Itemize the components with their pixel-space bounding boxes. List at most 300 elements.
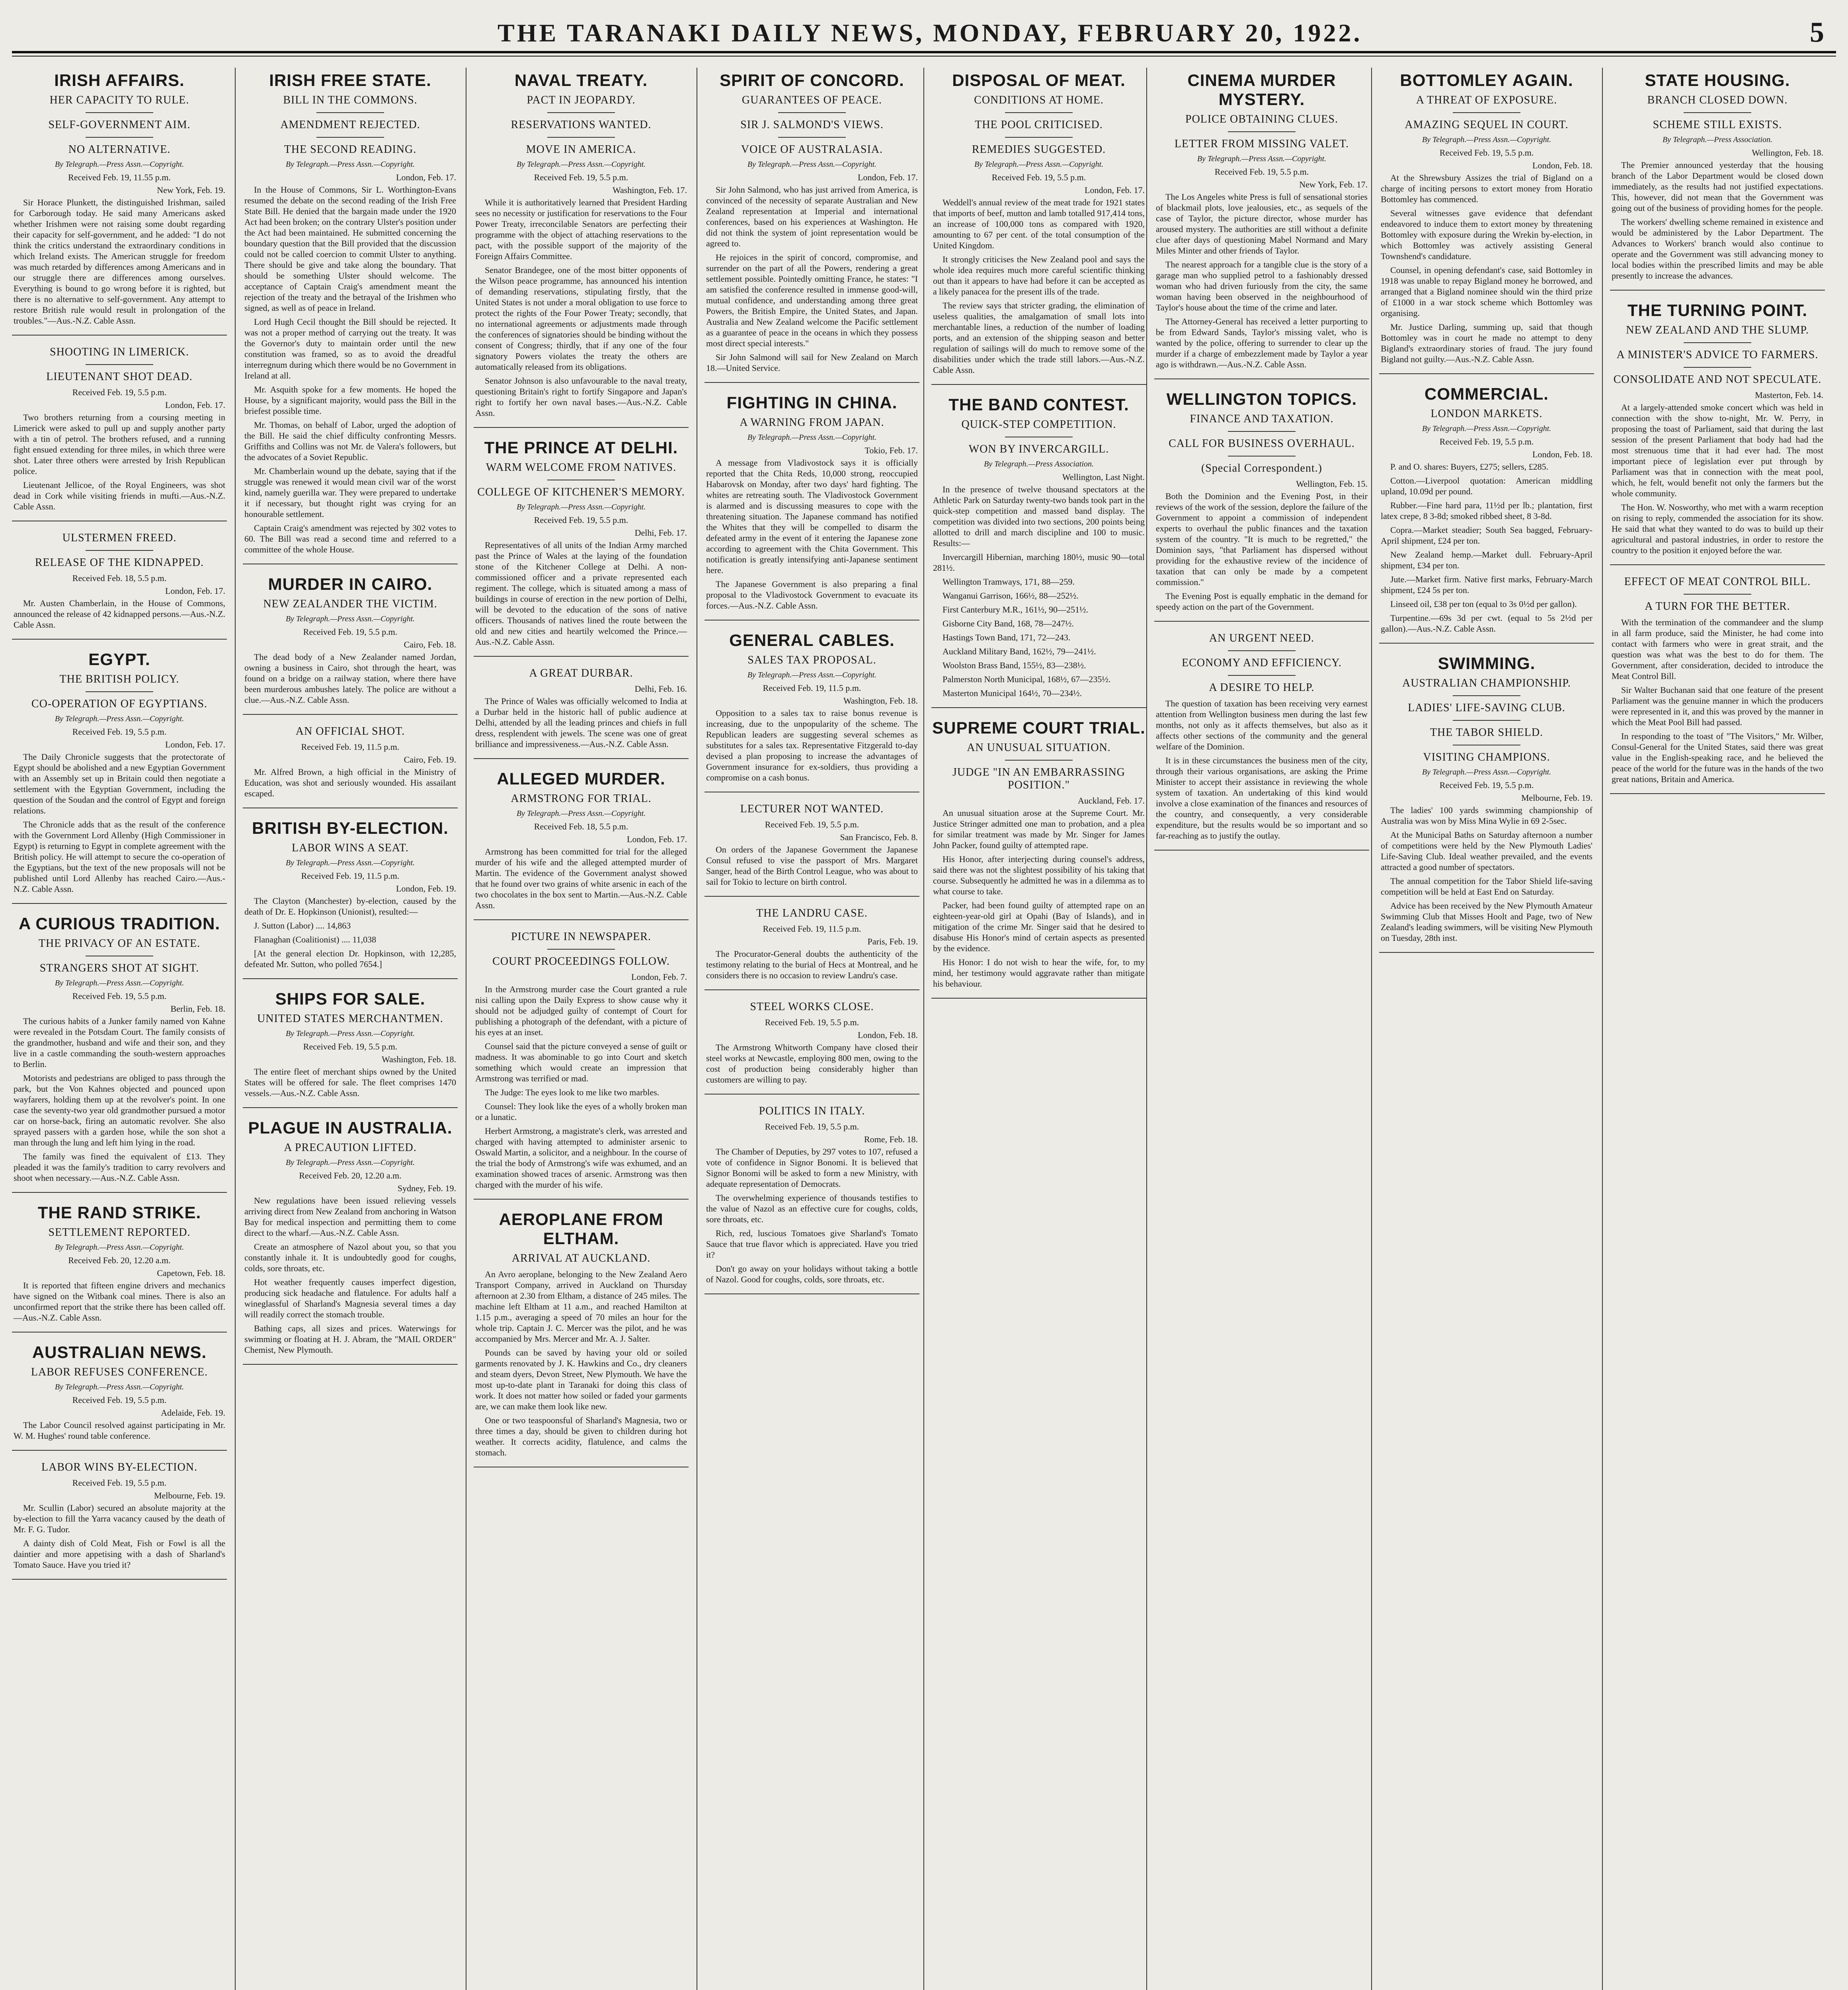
article-paragraph: At the Municipal Baths on Saturday afternoon a number of competitions were held by the New Plymouth Ladies' Life-Saving Club. Ideal weather prevailed, and the events attracted a good number of spectators. bbox=[1381, 830, 1592, 872]
article-paragraph: Counsel, in opening defendant's case, said Bottomley in 1918 was unable to repay Bigland money he borrowed, and arranged that a Bigland nominee should win the third prize of £1000 in a war stock scheme which Bottomley was organising. bbox=[1381, 265, 1592, 318]
article bbox=[1154, 632, 1369, 851]
dateline: Auckland, Feb. 17. bbox=[1077, 796, 1145, 806]
received-line: Received Feb. 20, 12.20 a.m. bbox=[68, 1255, 171, 1265]
subheading-divider bbox=[1453, 112, 1520, 113]
article bbox=[1610, 71, 1825, 291]
press-credit: By Telegraph.—Press Assn.—Copyright. bbox=[55, 979, 184, 987]
article-paragraph: At the Shrewsbury Assizes the trial of Bigland on a charge of inciting persons to extort money from Horatio Bottomley has commenced. bbox=[1381, 173, 1592, 204]
article-headline: THE TURNING POINT. bbox=[1627, 301, 1807, 320]
article-subheading: COLLEGE OF KITCHENER'S MEMORY. bbox=[477, 486, 685, 498]
article bbox=[243, 819, 458, 979]
article-subheading: A DESIRE TO HELP. bbox=[1209, 681, 1315, 694]
received-line: Received Feb. 19, 11.5 p.m. bbox=[301, 871, 400, 881]
article-subheading: MOVE IN AMERICA. bbox=[526, 143, 636, 156]
article-headline: IRISH FREE STATE. bbox=[269, 71, 431, 90]
subheading-divider bbox=[778, 112, 846, 113]
article-headline: COMMERCIAL. bbox=[1425, 384, 1549, 403]
article-paragraph: The Attorney-General has received a letter purporting to be from Edward Sands, Taylor's missing valet, who is wanted by the police, offering to surrender to clear up the murder if a charge of embezzlement made by Taylor a year ago is withdrawn.—Aus.-N.Z. Cable Assn. bbox=[1156, 316, 1368, 369]
article-subheading: LADIES' LIFE-SAVING CLUB. bbox=[1408, 702, 1565, 714]
masthead-rule-thin bbox=[12, 56, 1836, 57]
article bbox=[704, 1001, 919, 1094]
article-subheading: NEW ZEALAND AND THE SLUMP. bbox=[1626, 324, 1809, 336]
subheading-divider bbox=[778, 137, 846, 138]
article-paragraph: Hot weather frequently causes imperfect digestion, producing sick headache and flatulence. For adults half a wineglassful of Sharland's Magnesia several times a day will readily correct the stomach trouble. bbox=[244, 1277, 456, 1319]
article-paragraph: Armstrong has been committed for trial for the alleged murder of his wife and the alleged attempted murder of Martin. The evidence of the Government analyst showed that he found over two grains of white arsenic in each of the two chocolates in the box sent to Martin.—Aus.-N.Z. Cable Assn. bbox=[475, 847, 687, 910]
article-paragraph: Representatives of all units of the Indian Army marched past the Prince of Wales at the laying of the foundation stone of the Kitchener College at Delhi. A non-commissioned officer and a private represented each regiment. The college, which is situated among a mass of buildings in course of erection in the new portion of Delhi, will be devoted to the education of the sons of native officers. Thousands of natives lined the route between the old and new cities and heartily welcomed the Prince.—Aus.-N.Z. Cable Assn. bbox=[475, 540, 687, 647]
article bbox=[12, 346, 227, 521]
article-subheading: UNITED STATES MERCHANTMEN. bbox=[257, 1013, 443, 1025]
article-paragraph: Don't go away on your holidays without taking a bottle of Nazol. Good for coughs, colds, sore throats, etc. bbox=[706, 1264, 918, 1284]
article-paragraph: Mr. Asquith spoke for a few moments. He hoped the House, by a significant majority, would pass the Bill in the briefest possible time. bbox=[244, 384, 456, 416]
article-paragraph: The Premier announced yesterday that the housing branch of the Labor Department would be closed down immediately, as the results had not justified expectations. This, however, did not mean that the Government was going out of the business of providing homes for the people. bbox=[1612, 160, 1823, 213]
article-paragraph: The Labor Council resolved against participating in Mr. W. M. Hughes' round table conference. bbox=[14, 1420, 225, 1441]
article-paragraph: The family was fined the equivalent of £13. They pleaded it was the family's tradition to carry revolvers and shoot when necessary.—Aus.-N.Z. Cable Assn. bbox=[14, 1151, 225, 1183]
press-credit: By Telegraph.—Press Assn.—Copyright. bbox=[1422, 424, 1551, 433]
article-subheading: PICTURE IN NEWSPAPER. bbox=[511, 931, 652, 943]
article-subheading: BRANCH CLOSED DOWN. bbox=[1647, 94, 1788, 106]
received-line: Received Feb. 19, 5.5 p.m. bbox=[72, 727, 167, 737]
article-subheading: LONDON MARKETS. bbox=[1430, 408, 1543, 420]
column-rule bbox=[1146, 68, 1147, 1990]
press-credit: By Telegraph.—Press Assn.—Copyright. bbox=[55, 1243, 184, 1252]
article-paragraph: The overwhelming experience of thousands testifies to the value of Nazol as an effective cure for coughs, colds, sore throats, etc. bbox=[706, 1193, 918, 1224]
article-paragraph: In the presence of twelve thousand spectators at the Athletic Park on Saturday twenty-two bands took part in the quick-step competition and massed band display. The competition was divided into two sections, 200 points being allotted to drill and march discipline and 100 to music. Results:— bbox=[933, 484, 1145, 548]
masthead bbox=[0, 0, 1848, 60]
article-paragraph: New Zealand hemp.—Market dull. February-April shipment, £34 per ton. bbox=[1381, 550, 1592, 570]
article-end-rule bbox=[12, 1192, 227, 1193]
dateline: Adelaide, Feb. 19. bbox=[161, 1408, 225, 1418]
received-line: Received Feb. 19, 5.5 p.m. bbox=[534, 515, 628, 525]
article-paragraph: A dainty dish of Cold Meat, Fish or Fowl is all the daintier and more appetising with a dash of Sharland's Tomato Sauce. Have you tried it? bbox=[14, 1538, 225, 1570]
dateline: Washington, Feb. 17. bbox=[612, 185, 687, 195]
article-paragraph: Sir Horace Plunkett, the distinguished Irishman, sailed for Carborough today. He said many Americans asked whether Irishmen were not raising some doubt regarding their capacity for self-government, and he added: "I do not think the critics understand the extraordinary conditions in which Ireland exists. The American struggle for freedom was much retarded by differences among Americans and in our struggle there are differences among ourselves. Everything is bound to go wrong before it is righted, but there is no alternative to self-government. Any attempt to restore British rule would result in prolongation of the troubles."—Aus.-N.Z. Cable Assn. bbox=[14, 197, 225, 326]
subheading-divider bbox=[1453, 695, 1520, 696]
article-subheading: GUARANTEES OF PEACE. bbox=[742, 94, 882, 106]
article-paragraph: With the termination of the commandeer and the slump in all farm produce, said the Minister, he had come into contact with farmers who were in great strait, and the question was what was the best to do for them. The Government, after consideration, decided to introduce the Meat Control Bill. bbox=[1612, 617, 1823, 681]
article bbox=[12, 1343, 227, 1451]
article-paragraph: The workers' dwelling scheme remained in existence and would be administered by the Labor Department. The Advances to Workers' branch would also continue to operate and the Government was still advancing money to local bodies within the prescribed limits and may be able presently to increase the advances. bbox=[1612, 217, 1823, 281]
received-line: Received Feb. 19, 5.5 p.m. bbox=[72, 387, 167, 397]
column-rule bbox=[923, 68, 924, 1990]
article-end-rule bbox=[243, 1107, 458, 1108]
article bbox=[704, 393, 919, 620]
article-headline: CINEMA MURDER MYSTERY. bbox=[1187, 71, 1336, 109]
press-credit: By Telegraph.—Press Assn.—Copyright. bbox=[285, 615, 415, 623]
article-paragraph: While it is authoritatively learned that President Harding sees no necessity or justification for reservations to the Four Power Treaty, irreconcilable Senators are perfecting their programme with the object of attaching reservations to the pact, with the possible support of the majority of the Foreign Affairs Committee. bbox=[475, 197, 687, 261]
article-paragraph: Rubber.—Fine hard para, 11½d per lb.; plantation, first latex crepe, 8 3-8d; smoked ribbed sheet, 8 3-8d. bbox=[1381, 500, 1592, 521]
dateline: Capetown, Feb. 18. bbox=[157, 1268, 225, 1278]
article bbox=[1154, 390, 1369, 622]
article-paragraph: An Avro aeroplane, belonging to the New Zealand Aero Transport Company, arrived in Auckland on Thursday afternoon at 2.30 from Eltham, a distance of 245 miles. The machine left Eltham at 11 a.m., and reached Hamilton at 1.15 p.m., averaging a speed of 70 miles an hour for the whole trip. Captain J. C. Mercer was the pilot, and he was accompanied by Mrs. Mercer and Mr. A. J. Salter. bbox=[475, 1269, 687, 1344]
article-end-rule bbox=[12, 1332, 227, 1333]
article-subheading: CO-OPERATION OF EGYPTIANS. bbox=[31, 698, 208, 710]
article-headline: THE PRINCE AT DELHI. bbox=[484, 438, 678, 457]
press-credit: By Telegraph.—Press Assn.—Copyright. bbox=[55, 1383, 184, 1391]
press-credit: By Telegraph.—Press Assn.—Copyright. bbox=[747, 433, 877, 442]
dateline: Cairo, Feb. 18. bbox=[404, 640, 456, 650]
article-end-rule bbox=[1379, 373, 1594, 374]
article-subheading: LABOR WINS BY-ELECTION. bbox=[41, 1461, 197, 1473]
subheading-divider bbox=[1228, 456, 1296, 457]
article-paragraph: Invercargill Hibernian, marching 180½, music 90—total 281½. bbox=[933, 552, 1145, 573]
dateline: Delhi, Feb. 17. bbox=[634, 528, 687, 538]
article-paragraph: Mr. Justice Darling, summing up, said that though Bottomley was in court he made no attempt to deny Bigland's extraordinary stories of fraud. The jury found Bigland not guilty.—Aus.-N.Z. Cable Assn. bbox=[1381, 322, 1592, 364]
article-paragraph: Senator Brandegee, one of the most bitter opponents of the Wilson peace programme, has announced his intention of demanding reservations, stipulating firstly, that the United States is not under a moral obligation to use force to protect the rights of the Four Power Treaty; secondly, that no international agreements or adjustments made through the conferences of signatories should be binding without the consent of Congress; thirdly, that if any one of the four signatory Powers violates the treaty the others are automatically released from its obligations. bbox=[475, 265, 687, 372]
article bbox=[474, 769, 689, 920]
article-paragraph: Counsel: They look like the eyes of a wholly broken man or a lunatic. bbox=[475, 1101, 687, 1122]
article-headline: ALLEGED MURDER. bbox=[497, 769, 665, 788]
article-subheading: SIR J. SALMOND'S VIEWS. bbox=[740, 119, 884, 131]
press-credit: By Telegraph.—Press Association. bbox=[984, 460, 1094, 468]
article-paragraph: Pounds can be saved by having your old or soiled garments renovated by J. K. Hawkins and Co., dry cleaners and steam dyers, Devon Street, New Plymouth. We have the most up-to-date plant in Taranaki for doing this class of work. It does not matter how soiled or faded your garments are, we can make them look like new. bbox=[475, 1348, 687, 1411]
article bbox=[474, 438, 689, 657]
article-paragraph: The ladies' 100 yards swimming championship of Australia was won by Miss Mina Wylie in 69 2-5sec. bbox=[1381, 805, 1592, 826]
subheading-divider bbox=[1005, 760, 1073, 761]
article-end-rule bbox=[1610, 793, 1825, 794]
article-paragraph: Linseed oil, £38 per ton (equal to 3s 0½d per gallon). bbox=[1390, 599, 1577, 609]
received-line: Received Feb. 19, 11.5 p.m. bbox=[763, 924, 861, 934]
subheading-divider bbox=[86, 364, 153, 365]
subheading-divider bbox=[1684, 594, 1751, 595]
article-subheading: ARMSTRONG FOR TRIAL. bbox=[511, 792, 652, 805]
dateline: Rome, Feb. 18. bbox=[864, 1134, 918, 1144]
subheading-divider bbox=[1228, 431, 1296, 432]
article-paragraph: Mr. Austen Chamberlain, in the House of Commons, announced the release of 42 kidnapped persons.—Aus.-N.Z. Cable Assn. bbox=[14, 598, 225, 630]
article-headline: A CURIOUS TRADITION. bbox=[18, 914, 221, 933]
article-paragraph: Lord Hugh Cecil thought the Bill should be rejected. It was not a proper method of carrying out the treaty. It was the Governor's duty to maintain order until the new constitution was framed, so as to avoid the dreadful interregnum during which there would be no Government in Ireland at all. bbox=[244, 317, 456, 380]
subheading-divider bbox=[86, 137, 153, 138]
dateline: Masterton, Feb. 14. bbox=[1755, 390, 1823, 400]
dateline: New York, Feb. 19. bbox=[157, 185, 225, 195]
article bbox=[931, 718, 1146, 999]
article-paragraph: Mr. Alfred Brown, a high official in the Ministry of Education, was shot and seriously wounded. His assailant escaped. bbox=[244, 767, 456, 798]
article-paragraph: It is in these circumstances the business men of the city, through their various organisations, are asking the Prime Minister to accept their assistance in reviewing the whole system of taxation. An undertaking of this kind would involve a close examination of the finances and resources of the country, and consequently, a very considerable expenditure, but the results would be so important and so far-reaching as to justify the outlay. bbox=[1156, 755, 1368, 841]
article-headline: AEROPLANE FROM ELTHAM. bbox=[499, 1210, 663, 1248]
article-paragraph: Mr. Thomas, on behalf of Labor, urged the adoption of the Bill. He said the chief difficulty confronting Messrs. Griffiths and Collins was not Mr. de Valera's followers, but the advocates of a Soviet Republic. bbox=[244, 420, 456, 462]
article-subheading: STRANGERS SHOT AT SIGHT. bbox=[39, 962, 199, 974]
article bbox=[474, 667, 689, 759]
article-end-rule bbox=[1610, 564, 1825, 565]
article bbox=[243, 725, 458, 808]
article-headline: SHIPS FOR SALE. bbox=[275, 989, 425, 1008]
article-subheading: WON BY INVERCARGILL. bbox=[968, 443, 1109, 455]
column-4 bbox=[704, 68, 919, 1990]
article-headline: SUPREME COURT TRIAL. bbox=[932, 718, 1145, 737]
press-credit: By Telegraph.—Press Assn.—Copyright. bbox=[55, 160, 184, 169]
article-subheading: LIEUTENANT SHOT DEAD. bbox=[46, 371, 193, 383]
article-paragraph: First Canterbury M.R., 161½, 90—251½. bbox=[943, 605, 1089, 615]
press-credit: By Telegraph.—Press Assn.—Copyright. bbox=[516, 160, 646, 169]
article-end-rule bbox=[243, 978, 458, 979]
press-credit: By Telegraph.—Press Assn.—Copyright. bbox=[1422, 135, 1551, 144]
received-line: Received Feb. 18, 5.5 p.m. bbox=[72, 573, 167, 583]
article-subheading: BILL IN THE COMMONS. bbox=[283, 94, 418, 106]
article-subheading: THE BRITISH POLICY. bbox=[59, 673, 180, 685]
dateline: Berlin, Feb. 18. bbox=[170, 1004, 225, 1014]
article-subheading: ULSTERMEN FREED. bbox=[62, 532, 177, 544]
subheading-divider bbox=[1005, 137, 1073, 138]
article bbox=[704, 71, 919, 383]
article bbox=[12, 914, 227, 1193]
press-credit: By Telegraph.—Press Assn.—Copyright. bbox=[1197, 154, 1327, 163]
article-paragraph: The Judge: The eyes look to me like two marbles. bbox=[485, 1087, 660, 1097]
press-credit: By Telegraph.—Press Association. bbox=[1663, 135, 1772, 144]
newspaper-title: THE TARANAKI DAILY NEWS, MONDAY, FEBRUARY 20, 1922. bbox=[498, 19, 1362, 47]
received-line: Received Feb. 19, 5.5 p.m. bbox=[1214, 167, 1309, 177]
article-paragraph: P. and O. shares: Buyers, £275; sellers, £285. bbox=[1390, 462, 1549, 472]
article-paragraph: New regulations have been issued relieving vessels arriving direct from New Zealand from anchoring in Watson Bay for medical inspection and permitting them to come direct to the wharf.—Aus.-N.Z. Cable Assn. bbox=[244, 1196, 456, 1238]
article-end-rule bbox=[1379, 952, 1594, 953]
article-paragraph: His Honor, after interjecting during counsel's address, said there was not the slightest possibility of his taking that course. Subsequently he admitted he was in a dilemma as to what course to take. bbox=[933, 854, 1145, 896]
article-end-rule bbox=[474, 656, 689, 657]
article-end-rule bbox=[474, 919, 689, 920]
article-subheading: SCHEME STILL EXISTS. bbox=[1653, 119, 1782, 131]
article bbox=[931, 395, 1146, 708]
subheading-divider bbox=[547, 137, 615, 138]
article-subheading: AN URGENT NEED. bbox=[1209, 632, 1315, 644]
article-subheading: STEEL WORKS CLOSE. bbox=[750, 1001, 874, 1013]
article-paragraph: It strongly criticises the New Zealand pool and says the whole idea requires much more careful scientific thinking out than it appears to have had before it can be accepted as a likely panacea for the present ills of the trade. bbox=[933, 254, 1145, 297]
subheading-divider bbox=[547, 112, 615, 113]
press-credit: By Telegraph.—Press Assn.—Copyright. bbox=[974, 160, 1104, 169]
article bbox=[243, 575, 458, 715]
dateline: London, Feb. 18. bbox=[1532, 160, 1592, 170]
article bbox=[931, 71, 1146, 385]
dateline: Cairo, Feb. 19. bbox=[404, 755, 456, 765]
article-paragraph: A message from Vladivostock says it is officially reported that the Chita Reds, 10,000 strong, reoccupied Habarovsk on Monday, after two days' hard fighting. The whites are retreating south. The Vladivostock Government is alarmed and is discussing measures to cope with the threatening situation. The Japanese command has notified the Whites that they will be compelled to disarm the defeated army in the event of it entering the Japanese zone according to agreement with the Chita Government. This notification is greatly intensifying anti-Japanese sentiment here. bbox=[706, 458, 918, 575]
column-rule bbox=[235, 68, 236, 1990]
subheading-divider bbox=[547, 949, 615, 950]
article bbox=[704, 631, 919, 792]
dateline: London, Feb. 18. bbox=[858, 1030, 918, 1040]
article-paragraph: The Chronicle adds that as the result of the conference with the Government Lord Allenby (High Commissioner in Egypt) is returning to Egypt in complete agreement with the British policy. He will attempt to secure the co-operation of the Egyptians, but the text of the new proposals will not be published until Lord Allenby has reached Cairo.—Aus.-N.Z. Cable Assn. bbox=[14, 819, 225, 894]
article-subheading: (Special Correspondent.) bbox=[1201, 462, 1322, 474]
article-end-rule bbox=[931, 998, 1146, 999]
article-subheading: SETTLEMENT REPORTED. bbox=[48, 1226, 191, 1239]
article bbox=[474, 71, 689, 428]
article-paragraph: The nearest approach for a tangible clue is the story of a garage man who supplied petrol to a fashionably dressed woman who had driven furiously from the city, the same woman having been observed in the neighbourhood of Taylor's house about the time of the crime and later. bbox=[1156, 259, 1368, 312]
article-subheading: LECTURER NOT WANTED. bbox=[740, 803, 884, 815]
dateline: London, Feb. 17. bbox=[165, 586, 225, 596]
article bbox=[704, 803, 919, 897]
article-subheading: A THREAT OF EXPOSURE. bbox=[1416, 94, 1557, 106]
article-subheading: VOICE OF AUSTRALASIA. bbox=[741, 143, 883, 156]
article-subheading: CONSOLIDATE AND NOT SPECULATE. bbox=[1613, 373, 1822, 386]
article bbox=[474, 1210, 689, 1467]
received-line: Received Feb. 19, 5.5 p.m. bbox=[991, 172, 1086, 182]
article-subheading: COURT PROCEEDINGS FOLLOW. bbox=[492, 955, 670, 968]
article-end-rule bbox=[1379, 643, 1594, 644]
article-subheading: A PRECAUTION LIFTED. bbox=[284, 1141, 417, 1154]
article-headline: WELLINGTON TOPICS. bbox=[1166, 390, 1357, 408]
article-paragraph: Jute.—Market firm. Native first marks, February-March shipment, £24 5s per ton. bbox=[1381, 574, 1592, 595]
dateline: Melbourne, Feb. 19. bbox=[1521, 793, 1592, 803]
article-subheading: A GREAT DURBAR. bbox=[529, 667, 633, 679]
article-subheading: AUSTRALIAN CHAMPIONSHIP. bbox=[1402, 677, 1571, 689]
article-subheading: SHOOTING IN LIMERICK. bbox=[50, 346, 189, 358]
press-credit: By Telegraph.—Press Assn.—Copyright. bbox=[55, 714, 184, 723]
dateline: San Francisco, Feb. 8. bbox=[840, 832, 918, 842]
article-subheading: SELF-GOVERNMENT AIM. bbox=[48, 119, 191, 131]
article-paragraph: The Chamber of Deputies, by 297 votes to 107, refused a vote of confidence in Signor Bonomi. It is believed that Signor Bonomi will be asked to form a new Ministry, with adequate representation of Democrats. bbox=[706, 1147, 918, 1189]
article-end-rule bbox=[1154, 850, 1369, 851]
press-credit: By Telegraph.—Press Assn.—Copyright. bbox=[285, 1158, 415, 1167]
article-subheading: REMEDIES SUGGESTED. bbox=[972, 143, 1106, 156]
press-credit: By Telegraph.—Press Assn.—Copyright. bbox=[747, 671, 877, 679]
article-headline: BRITISH BY-ELECTION. bbox=[252, 819, 449, 837]
masthead-rule bbox=[12, 51, 1836, 53]
article-end-rule bbox=[474, 427, 689, 428]
column-rule bbox=[1602, 68, 1603, 1990]
article-subheading: AN UNUSUAL SITUATION. bbox=[967, 741, 1111, 754]
article-paragraph: Rich, red, luscious Tomatoes give Sharland's Tomato Sauce that true flavor which is appreciated. Have you tried it? bbox=[706, 1228, 918, 1260]
dateline: Wellington, Last Night. bbox=[1062, 472, 1145, 482]
article bbox=[243, 1118, 458, 1365]
article bbox=[243, 71, 458, 564]
subheading-divider bbox=[316, 137, 384, 138]
dateline: London, Feb. 17. bbox=[1085, 185, 1145, 195]
article-subheading: NO ALTERNATIVE. bbox=[68, 143, 171, 156]
article-paragraph: Opposition to a sales tax to raise bonus revenue is increasing, due to the unpopularity of the scheme. The Republican leaders are suggesting several schemes as substitutes for a sales tax. Representative Fitzgerald to-day devised a plan proposing to increase the advantages of Government insurance for ex-soldiers, thus providing a compromise on a cash bonus. bbox=[706, 708, 918, 782]
article-paragraph: Woolston Brass Band, 155½, 83—238½. bbox=[943, 660, 1086, 670]
dateline: Paris, Feb. 19. bbox=[867, 936, 918, 946]
article-subheading: RELEASE OF THE KIDNAPPED. bbox=[35, 556, 204, 569]
article-end-rule bbox=[243, 714, 458, 715]
press-credit: By Telegraph.—Press Assn.—Copyright. bbox=[516, 809, 646, 818]
article-headline: THE RAND STRIKE. bbox=[37, 1203, 201, 1222]
article-paragraph: Create an atmosphere of Nazol about you, so that you constantly inhale it. It is undoubtedly good for coughs, colds, sore throats, etc. bbox=[244, 1242, 456, 1273]
article-paragraph: Counsel said that the picture conveyed a sense of guilt or madness. It was abominable to go into Court and sketch something which would create an impression that Armstrong was terrified or mad. bbox=[475, 1041, 687, 1083]
article-paragraph: Bathing caps, all sizes and prices. Waterwings for swimming or floating at H. J. Abram, the "MAIL ORDER" Chemist, New Plymouth. bbox=[244, 1323, 456, 1355]
article-headline: STATE HOUSING. bbox=[1645, 71, 1790, 90]
article-end-rule bbox=[931, 384, 1146, 385]
article-end-rule bbox=[704, 896, 919, 897]
received-line: Received Feb. 19, 5.5 p.m. bbox=[765, 1017, 859, 1027]
article-paragraph: The curious habits of a Junker family named von Kahne were revealed in the Potsdam Court. The family consists of the grandmother, husband and wife and their son, and they live in a castle commanding the south-western approaches to Berlin. bbox=[14, 1016, 225, 1069]
subheading-divider bbox=[1228, 131, 1296, 132]
article-subheading: THE TABOR SHIELD. bbox=[1430, 726, 1544, 739]
article-paragraph: The review says that stricter grading, the elimination of useless qualities, the amalgamation of small lots into merchantable lines, a reduction of the number of loading ports, and an extension of the shipping season and better regulation of sailings will do much to remove some of the disabilities under which the trade still labors.—Aus.-N.Z. Cable Assn. bbox=[933, 300, 1145, 375]
received-line: Received Feb. 19, 11.55 p.m. bbox=[68, 172, 171, 182]
article bbox=[12, 1461, 227, 1580]
article-end-rule bbox=[12, 1579, 227, 1580]
article-end-rule bbox=[12, 1450, 227, 1451]
press-credit: By Telegraph.—Press Assn.—Copyright. bbox=[516, 503, 646, 511]
article-paragraph: Gisborne City Band, 168, 78—247½. bbox=[943, 618, 1074, 628]
article-paragraph: The Daily Chronicle suggests that the protectorate of Egypt should be abolished and a new Egyptian Government with an Assembly set up in Britain could then negotiate a settlement with the Egyptian Government, including the question of the Soudan and the control of Egypt and foreign relations. bbox=[14, 752, 225, 816]
article-subheading: JUDGE "IN AN EMBARRASSING POSITION." bbox=[952, 766, 1125, 791]
dateline: London, Feb. 17. bbox=[165, 739, 225, 749]
dateline: London, Feb. 19. bbox=[396, 884, 456, 894]
dateline: London, Feb. 7. bbox=[631, 972, 687, 982]
subheading-divider bbox=[86, 691, 153, 692]
article-paragraph: Hastings Town Band, 171, 72—243. bbox=[943, 632, 1071, 642]
subheading-divider bbox=[1228, 650, 1296, 651]
article-paragraph: On orders of the Japanese Government the Japanese Consul refused to vise the passport of Mrs. Margaret Sanger, head of the Birth Control League, who was about to sail for Tokio to lecture on birth control. bbox=[706, 845, 918, 887]
article-end-rule bbox=[243, 1364, 458, 1365]
dateline: Tokio, Feb. 17. bbox=[864, 445, 918, 455]
article-paragraph: Turpentine.—69s 3d per cwt. (equal to 5s 2½d per gallon).—Aus.-N.Z. Cable Assn. bbox=[1381, 613, 1592, 634]
article-headline: NAVAL TREATY. bbox=[514, 71, 648, 90]
article-paragraph: One or two teaspoonsful of Sharland's Magnesia, two or three times a day, should be given to children during hot weather. It corrects acidity, flatulence, and calms the stomach. bbox=[475, 1415, 687, 1457]
article-headline: SWIMMING. bbox=[1438, 654, 1536, 673]
article-paragraph: Flanaghan (Coalitionist) .... 11,038 bbox=[254, 935, 377, 944]
article-subheading: POLICE OBTAINING CLUES. bbox=[1185, 113, 1338, 125]
article bbox=[12, 532, 227, 640]
article-paragraph: Motorists and pedestrians are obliged to pass through the park, but the Von Kahnes objected and pounced upon wayfarers, holding them up at the revolver's point. In one case the seventy-two year old grandmother pursued a motor car on horse-back, firing an automatic revolver. She also sprayed passers with a garden hose, while the son shot a man through the lung and left him lying in the road. bbox=[14, 1073, 225, 1147]
received-line: Received Feb. 19, 5.5 p.m. bbox=[765, 819, 859, 829]
article-subheading: THE SECOND READING. bbox=[284, 143, 417, 156]
dateline: Delhi, Feb. 16. bbox=[634, 684, 687, 694]
article-subheading: LABOR REFUSES CONFERENCE. bbox=[31, 1366, 208, 1378]
received-line: Received Feb. 19, 5.5 p.m. bbox=[1439, 437, 1534, 447]
article-subheading: SALES TAX PROPOSAL. bbox=[747, 654, 876, 666]
dateline: New York, Feb. 17. bbox=[1299, 179, 1368, 189]
received-line: Received Feb. 19, 5.5 p.m. bbox=[72, 991, 167, 1001]
received-line: Received Feb. 19, 5.5 p.m. bbox=[1439, 780, 1534, 790]
article-paragraph: The annual competition for the Tabor Shield life-saving competition will be held at East End on Saturday. bbox=[1381, 876, 1592, 897]
article-paragraph: The Armstrong Whitworth Company have closed their steel works at Newcastle, employing 800 men, owing to the cost of production being considerably higher than customers are willing to pay. bbox=[706, 1042, 918, 1085]
article-subheading: PACT IN JEOPARDY. bbox=[527, 94, 636, 106]
article bbox=[1154, 71, 1369, 379]
article-subheading: THE PRIVACY OF AN ESTATE. bbox=[38, 937, 201, 950]
dateline: London, Feb. 17. bbox=[858, 172, 918, 182]
received-line: Received Feb. 19, 5.5 p.m. bbox=[72, 1478, 167, 1488]
press-credit: By Telegraph.—Press Assn.—Copyright. bbox=[747, 160, 877, 169]
article-subheading: THE LANDRU CASE. bbox=[756, 907, 868, 919]
article-paragraph: His Honor: I do not wish to hear the wife, for, to my mind, her testimony would aggravate rather than mitigate his behaviour. bbox=[933, 957, 1145, 989]
article-end-rule bbox=[474, 758, 689, 759]
received-line: Received Feb. 19, 5.5 p.m. bbox=[303, 1042, 398, 1052]
article-subheading: ARRIVAL AT AUCKLAND. bbox=[511, 1252, 651, 1264]
article-paragraph: In the House of Commons, Sir L. Worthington-Evans resumed the debate on the second reading of the Irish Free State Bill. He denied that the bargain made under the 1920 Act had been broken; on the contrary Ulster's position under the Act had been maintained. He submitted concerning the boundary question that the Bill provided that the discussion could not be called coercion to commit Ulster to anything. There should be give and take along the boundary. That should be something Ulster should welcome. The acceptance of Captain Craig's amendment meant the rejection of the treaty and the betrayal of the Irishmen who signed, as well as of peace in Ireland. bbox=[244, 185, 456, 313]
article-paragraph: The Los Angeles white Press is full of sensational stories of blackmail plots, love jealousies, etc., as sequels of the case of Taylor, the picture director, whose murder has aroused mystery. The authorities are still without a definite clue after days of questioning Mabel Normand and Mary Miles Minter and other friends of Taylor. bbox=[1156, 192, 1368, 256]
article-headline: BOTTOMLEY AGAIN. bbox=[1400, 71, 1573, 90]
article-headline: FIGHTING IN CHINA. bbox=[726, 393, 898, 412]
press-credit: By Telegraph.—Press Assn.—Copyright. bbox=[1422, 768, 1551, 776]
article-paragraph: Senator Johnson is also unfavourable to the naval treaty, questioning Britain's right to fortify Singapore and Japan's right to fortify her own naval bases.—Aus.-N.Z. Cable Assn. bbox=[475, 376, 687, 418]
article-subheading: AMAZING SEQUEL IN COURT. bbox=[1405, 119, 1569, 131]
article-subheading: POLITICS IN ITALY. bbox=[759, 1105, 865, 1117]
received-line: Received Feb. 19, 11.5 p.m. bbox=[301, 742, 400, 752]
article-paragraph: Mr. Scullin (Labor) secured an absolute majority at the by-election to fill the Yarra vacancy caused by the death of Mr. F. G. Tudor. bbox=[14, 1503, 225, 1534]
column-6 bbox=[1154, 68, 1369, 1990]
article bbox=[704, 907, 919, 990]
column-8 bbox=[1610, 68, 1825, 1990]
article-paragraph: Cotton.—Liverpool quotation: American middling upland, 10.09d per pound. bbox=[1381, 476, 1592, 496]
dateline: Wellington, Feb. 15. bbox=[1296, 479, 1368, 489]
received-line: Received Feb. 19, 5.5 p.m. bbox=[534, 172, 628, 182]
article-end-rule bbox=[704, 989, 919, 990]
article-headline: IRISH AFFAIRS. bbox=[54, 71, 185, 90]
dateline: Washington, Feb. 18. bbox=[381, 1054, 456, 1064]
article-end-rule bbox=[12, 335, 227, 336]
article-end-rule bbox=[1610, 290, 1825, 291]
article-headline: SPIRIT OF CONCORD. bbox=[720, 71, 904, 90]
article-end-rule bbox=[12, 639, 227, 640]
dateline: Melbourne, Feb. 19. bbox=[154, 1491, 225, 1500]
article-paragraph: The entire fleet of merchant ships owned by the United States will be offered for sale. The fleet comprises 1470 vessels.—Aus.-N.Z. Cable Assn. bbox=[244, 1067, 456, 1098]
article-paragraph: At a largely-attended smoke concert which was held in connection with the show to-night, Mr. W. Perry, in proposing the toast of Parliament, said that during the last session of the present Parliament that body had had the most strenuous time that it had ever had. The most important piece of legislation ever put through by Parliament was that in connection with the meat pool, which, he felt, would benefit not only the farmers but the whole community. bbox=[1612, 402, 1823, 498]
article-subheading: A WARNING FROM JAPAN. bbox=[740, 416, 884, 429]
article-subheading: CALL FOR BUSINESS OVERHAUL. bbox=[1169, 437, 1355, 450]
received-line: Received Feb. 20, 12.20 a.m. bbox=[299, 1171, 402, 1180]
received-line: Received Feb. 19, 11.5 p.m. bbox=[763, 683, 861, 693]
article-paragraph: J. Sutton (Labor) .... 14,863 bbox=[254, 921, 351, 931]
article-subheading: NEW ZEALANDER THE VICTIM. bbox=[263, 598, 437, 610]
article bbox=[12, 1203, 227, 1333]
subheading-divider bbox=[86, 112, 153, 113]
